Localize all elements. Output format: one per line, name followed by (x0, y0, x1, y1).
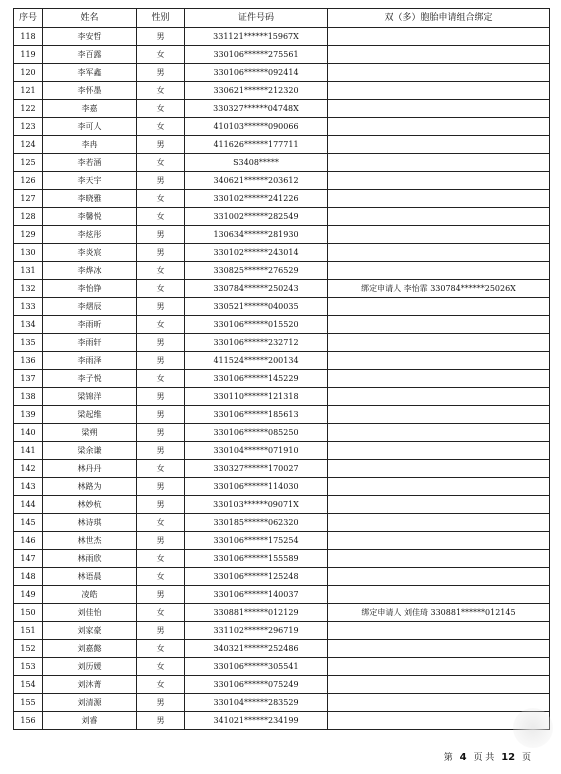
cell-serial: 147 (14, 550, 43, 568)
cell-id-number: 330106******092414 (185, 64, 328, 82)
cell-gender: 女 (137, 460, 185, 478)
cell-name: 李可人 (43, 118, 137, 136)
table-row (14, 118, 550, 136)
cell-name: 李雨轩 (43, 334, 137, 352)
cell-twin-binding (328, 424, 550, 442)
cell-serial: 133 (14, 298, 43, 316)
cell-id-number: 330881******012129 (185, 604, 328, 622)
cell-id-number: 330103******09071X (185, 496, 328, 514)
footer-prefix: 第 (443, 753, 453, 763)
cell-twin-binding (328, 316, 550, 334)
cell-serial: 153 (14, 658, 43, 676)
cell-twin-binding (328, 550, 550, 568)
cell-twin-binding: 绑定申请人 刘佳琦 330881******012145 (328, 604, 550, 622)
cell-serial: 125 (14, 154, 43, 172)
cell-id-number: 330825******276529 (185, 262, 328, 280)
cell-id-number: 330106******175254 (185, 532, 328, 550)
table-row (14, 64, 550, 82)
table-row (14, 334, 550, 352)
cell-id-number: 411626******177711 (185, 136, 328, 154)
cell-twin-binding (328, 262, 550, 280)
cell-gender: 女 (137, 514, 185, 532)
roster-sheet (13, 8, 549, 730)
cell-twin-binding (328, 442, 550, 460)
cell-serial: 139 (14, 406, 43, 424)
cell-gender: 女 (137, 208, 185, 226)
cell-serial: 151 (14, 622, 43, 640)
cell-serial: 122 (14, 100, 43, 118)
cell-gender: 女 (137, 640, 185, 658)
cell-twin-binding (328, 190, 550, 208)
cell-id-number: S3408***** (185, 154, 328, 172)
cell-twin-binding (328, 46, 550, 64)
table-row (14, 280, 550, 298)
cell-serial: 119 (14, 46, 43, 64)
table-row (14, 226, 550, 244)
cell-id-number: 330106******232712 (185, 334, 328, 352)
footer-suffix: 页 (521, 753, 531, 763)
cell-gender: 女 (137, 604, 185, 622)
cell-serial: 149 (14, 586, 43, 604)
cell-gender: 男 (137, 388, 185, 406)
cell-name: 李子悦 (43, 370, 137, 388)
table-row (14, 658, 550, 676)
cell-serial: 142 (14, 460, 43, 478)
cell-gender: 男 (137, 532, 185, 550)
cell-twin-binding (328, 352, 550, 370)
cell-name: 林妙杭 (43, 496, 137, 514)
cell-gender: 男 (137, 712, 185, 730)
cell-gender: 女 (137, 658, 185, 676)
table-row (14, 28, 550, 46)
cell-gender: 男 (137, 424, 185, 442)
cell-gender: 男 (137, 406, 185, 424)
table-row (14, 136, 550, 154)
cell-id-number: 330102******241226 (185, 190, 328, 208)
cell-serial: 124 (14, 136, 43, 154)
cell-serial: 154 (14, 676, 43, 694)
applicant-table (13, 8, 550, 730)
cell-id-number: 330106******085250 (185, 424, 328, 442)
cell-id-number: 330104******283529 (185, 694, 328, 712)
cell-serial: 135 (14, 334, 43, 352)
cell-gender: 男 (137, 496, 185, 514)
cell-name: 李冉 (43, 136, 137, 154)
cell-serial: 134 (14, 316, 43, 334)
cell-id-number: 331121******15967X (185, 28, 328, 46)
cell-gender: 女 (137, 370, 185, 388)
table-row (14, 442, 550, 460)
cell-name: 梁锦洋 (43, 388, 137, 406)
cell-serial: 155 (14, 694, 43, 712)
cell-id-number: 330106******145229 (185, 370, 328, 388)
cell-serial: 144 (14, 496, 43, 514)
cell-serial: 126 (14, 172, 43, 190)
cell-id-number: 330106******140037 (185, 586, 328, 604)
cell-id-number: 330106******125248 (185, 568, 328, 586)
cell-gender: 女 (137, 262, 185, 280)
table-row (14, 496, 550, 514)
cell-gender: 男 (137, 694, 185, 712)
cell-twin-binding (328, 370, 550, 388)
cell-gender: 男 (137, 172, 185, 190)
cell-gender: 女 (137, 46, 185, 64)
cell-name: 李晓雅 (43, 190, 137, 208)
table-row (14, 478, 550, 496)
cell-gender: 女 (137, 82, 185, 100)
cell-serial: 138 (14, 388, 43, 406)
cell-gender: 男 (137, 64, 185, 82)
table-row (14, 352, 550, 370)
cell-twin-binding (328, 460, 550, 478)
cell-id-number: 330327******04748X (185, 100, 328, 118)
cell-name: 李怡铮 (43, 280, 137, 298)
cell-gender: 女 (137, 316, 185, 334)
table-row (14, 532, 550, 550)
cell-gender: 男 (137, 352, 185, 370)
table-row (14, 208, 550, 226)
cell-name: 李百露 (43, 46, 137, 64)
cell-name: 林诗琪 (43, 514, 137, 532)
table-header-row (14, 9, 550, 28)
cell-id-number: 330106******015520 (185, 316, 328, 334)
cell-gender: 男 (137, 442, 185, 460)
table-row (14, 604, 550, 622)
cell-name: 李雨泽 (43, 352, 137, 370)
cell-twin-binding (328, 658, 550, 676)
cell-id-number: 330102******243014 (185, 244, 328, 262)
cell-id-number: 341021******234199 (185, 712, 328, 730)
cell-twin-binding (328, 586, 550, 604)
cell-twin-binding (328, 514, 550, 532)
footer-page-number: 4 (459, 752, 467, 763)
table-row (14, 406, 550, 424)
cell-serial: 118 (14, 28, 43, 46)
cell-name: 林语晨 (43, 568, 137, 586)
cell-name: 刘家豪 (43, 622, 137, 640)
cell-twin-binding (328, 334, 550, 352)
cell-gender: 男 (137, 244, 185, 262)
cell-gender: 男 (137, 478, 185, 496)
table-row (14, 100, 550, 118)
cell-serial: 129 (14, 226, 43, 244)
cell-name: 刘沐菁 (43, 676, 137, 694)
cell-twin-binding: 绑定申请人 李怡霏 330784******25026X (328, 280, 550, 298)
cell-gender: 女 (137, 550, 185, 568)
page-footer (444, 750, 531, 763)
cell-name: 李炫彤 (43, 226, 137, 244)
cell-name: 刘睿 (43, 712, 137, 730)
cell-id-number: 330784******250243 (185, 280, 328, 298)
cell-gender: 女 (137, 154, 185, 172)
cell-twin-binding (328, 118, 550, 136)
cell-serial: 123 (14, 118, 43, 136)
table-row (14, 298, 550, 316)
cell-serial: 140 (14, 424, 43, 442)
table-row (14, 154, 550, 172)
table-row (14, 694, 550, 712)
cell-name: 梁起维 (43, 406, 137, 424)
cell-twin-binding (328, 568, 550, 586)
cell-twin-binding (328, 226, 550, 244)
cell-serial: 152 (14, 640, 43, 658)
cell-gender: 男 (137, 226, 185, 244)
cell-id-number: 330106******305541 (185, 658, 328, 676)
cell-gender: 女 (137, 568, 185, 586)
cell-twin-binding (328, 154, 550, 172)
cell-name: 李军鑫 (43, 64, 137, 82)
cell-serial: 127 (14, 190, 43, 208)
cell-serial: 121 (14, 82, 43, 100)
cell-name: 梁余谦 (43, 442, 137, 460)
table-row (14, 640, 550, 658)
cell-serial: 131 (14, 262, 43, 280)
cell-name: 李熠辰 (43, 298, 137, 316)
cell-name: 林雨欣 (43, 550, 137, 568)
cell-name: 林丹丹 (43, 460, 137, 478)
table-row (14, 82, 550, 100)
cell-twin-binding (328, 82, 550, 100)
table-row (14, 370, 550, 388)
cell-name: 李安哲 (43, 28, 137, 46)
cell-name: 刘嘉懿 (43, 640, 137, 658)
cell-serial: 120 (14, 64, 43, 82)
cell-name: 李怀墨 (43, 82, 137, 100)
cell-twin-binding (328, 298, 550, 316)
cell-id-number: 330106******275561 (185, 46, 328, 64)
cell-gender: 女 (137, 190, 185, 208)
table-row (14, 46, 550, 64)
table-row (14, 316, 550, 334)
cell-id-number: 330110******121318 (185, 388, 328, 406)
table-row (14, 712, 550, 730)
cell-id-number: 330106******114030 (185, 478, 328, 496)
footer-page-total: 12 (501, 752, 516, 763)
cell-gender: 女 (137, 118, 185, 136)
cell-gender: 男 (137, 586, 185, 604)
cell-twin-binding (328, 676, 550, 694)
cell-name: 李雨昕 (43, 316, 137, 334)
cell-serial: 146 (14, 532, 43, 550)
cell-twin-binding (328, 172, 550, 190)
cell-serial: 145 (14, 514, 43, 532)
cell-gender: 女 (137, 676, 185, 694)
cell-gender: 女 (137, 280, 185, 298)
cell-name: 李嘉 (43, 100, 137, 118)
cell-name: 刘历媛 (43, 658, 137, 676)
header-twin-binding: 双（多）胞胎申请组合绑定 (328, 9, 550, 28)
cell-id-number: 410103******090066 (185, 118, 328, 136)
cell-id-number: 330521******040035 (185, 298, 328, 316)
cell-name: 李烨冰 (43, 262, 137, 280)
table-row (14, 550, 550, 568)
table-row (14, 460, 550, 478)
table-row (14, 586, 550, 604)
table-row (14, 244, 550, 262)
table-row (14, 514, 550, 532)
cell-gender: 男 (137, 28, 185, 46)
cell-twin-binding (328, 622, 550, 640)
footer-mid: 页 共 (473, 753, 495, 763)
table-row (14, 424, 550, 442)
cell-twin-binding (328, 478, 550, 496)
cell-id-number: 330106******155589 (185, 550, 328, 568)
table-row (14, 262, 550, 280)
watermark-mark (513, 708, 553, 748)
cell-id-number: 340321******252486 (185, 640, 328, 658)
cell-id-number: 330185******062320 (185, 514, 328, 532)
table-row (14, 172, 550, 190)
cell-twin-binding (328, 640, 550, 658)
cell-id-number: 411524******200134 (185, 352, 328, 370)
cell-twin-binding (328, 136, 550, 154)
cell-name: 刘清源 (43, 694, 137, 712)
cell-twin-binding (328, 532, 550, 550)
cell-name: 凌皓 (43, 586, 137, 604)
cell-id-number: 340621******203612 (185, 172, 328, 190)
cell-id-number: 330327******170027 (185, 460, 328, 478)
cell-twin-binding (328, 28, 550, 46)
cell-id-number: 330104******071910 (185, 442, 328, 460)
cell-name: 李炎宸 (43, 244, 137, 262)
header-id-number: 证件号码 (185, 9, 328, 28)
table-row (14, 568, 550, 586)
cell-serial: 128 (14, 208, 43, 226)
cell-twin-binding (328, 100, 550, 118)
cell-name: 李若涵 (43, 154, 137, 172)
cell-id-number: 331002******282549 (185, 208, 328, 226)
cell-serial: 143 (14, 478, 43, 496)
cell-serial: 156 (14, 712, 43, 730)
header-serial: 序号 (14, 9, 43, 28)
table-row (14, 190, 550, 208)
cell-twin-binding (328, 64, 550, 82)
cell-serial: 137 (14, 370, 43, 388)
cell-name: 梁朔 (43, 424, 137, 442)
header-gender: 性别 (137, 9, 185, 28)
cell-name: 李馨悦 (43, 208, 137, 226)
table-row (14, 388, 550, 406)
cell-twin-binding (328, 208, 550, 226)
cell-id-number: 330106******185613 (185, 406, 328, 424)
cell-gender: 男 (137, 334, 185, 352)
cell-name: 李天宇 (43, 172, 137, 190)
cell-id-number: 130634******281930 (185, 226, 328, 244)
cell-twin-binding (328, 406, 550, 424)
cell-gender: 女 (137, 100, 185, 118)
cell-id-number: 330106******075249 (185, 676, 328, 694)
cell-gender: 男 (137, 622, 185, 640)
cell-name: 林世杰 (43, 532, 137, 550)
cell-id-number: 330621******212320 (185, 82, 328, 100)
cell-twin-binding (328, 388, 550, 406)
cell-twin-binding (328, 244, 550, 262)
cell-serial: 150 (14, 604, 43, 622)
cell-name: 刘佳怡 (43, 604, 137, 622)
cell-twin-binding (328, 694, 550, 712)
cell-name: 林路为 (43, 478, 137, 496)
cell-gender: 男 (137, 136, 185, 154)
header-name: 姓名 (43, 9, 137, 28)
cell-gender: 男 (137, 298, 185, 316)
cell-serial: 130 (14, 244, 43, 262)
cell-serial: 141 (14, 442, 43, 460)
cell-serial: 148 (14, 568, 43, 586)
cell-serial: 132 (14, 280, 43, 298)
cell-id-number: 331102******296719 (185, 622, 328, 640)
cell-serial: 136 (14, 352, 43, 370)
table-body (14, 28, 550, 730)
table-row (14, 676, 550, 694)
table-row (14, 622, 550, 640)
cell-twin-binding (328, 496, 550, 514)
